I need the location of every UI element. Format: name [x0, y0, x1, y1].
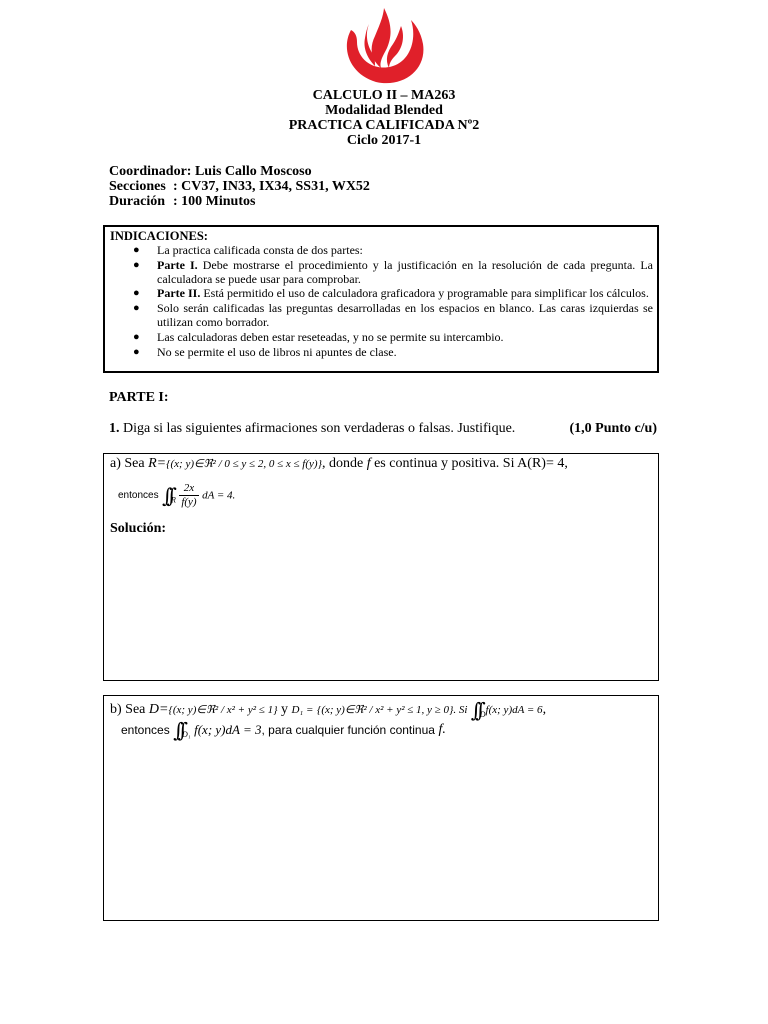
indication-item: ● Solo serán calificadas las preguntas desarrolladas en los espacios en blanco. Las caras izquierdas se utilizan como borrador.	[133, 301, 653, 329]
coordinator-line	[109, 164, 312, 179]
indications-list	[111, 244, 653, 360]
item-b-statement: b) Sea D={(x; y)∈ℜ² / x² + y² ≤ 1} y D₁ = {(x; y)∈ℜ² / x² + y² ≤ 1, y ≥ 0}. Si $\int\int_Df(x$; y)dA = 6,	[110, 698, 547, 722]
set-D: {(x; y)∈ℜ² / x² + y² ≤ 1}	[168, 704, 278, 717]
indication-item: ● No se permite el uso de libros ni apuntes de clase.	[133, 344, 397, 359]
bullet-icon: ●	[133, 287, 140, 300]
answer-box-a[interactable]	[103, 453, 659, 681]
duration-line	[109, 194, 255, 209]
indication-item: ● Parte I. Debe mostrarse el procedimiento y la justificación en la resolución de cada pregunta. La calculadora se puede usar para comprobar.	[133, 257, 653, 286]
exam-title: PRACTICA CALIFICADA Nº2	[288, 118, 480, 133]
bullet-icon: ●	[133, 244, 140, 256]
question-1	[109, 421, 657, 437]
solution-label: Solución:	[110, 521, 167, 536]
indications-title: INDICACIONES:	[110, 229, 208, 243]
question-points: (1,0 Punto c/u)	[569, 421, 657, 436]
question-text: Diga si las siguientes afirmaciones son verdaderas o falsas. Justifique.	[123, 421, 516, 436]
sections-value: : CV37, IN33, IX34, SS31, WX52	[173, 179, 370, 194]
bullet-icon: ●	[133, 258, 140, 271]
bullet-icon: ●	[133, 345, 140, 358]
part1-title: PARTE I:	[109, 390, 169, 405]
coordinator-label: Coordinador:	[109, 164, 192, 179]
set-D1: {(x; y)∈ℜ² / x² + y² ≤ 1, y ≥ 0}	[316, 704, 454, 717]
upc-logo	[331, 8, 437, 88]
item-b-formula: entonces $\int\int_{D_1}$ f(x; y)dA = 3, para cualquier función continua f.	[121, 718, 446, 742]
indication-item: ● Las calculadoras deben estar reseteadas, y no se permite su intercambio.	[133, 329, 504, 344]
bullet-icon: ●	[133, 302, 140, 315]
coordinator-value: Luis Callo Moscoso	[194, 164, 312, 179]
answer-box-b[interactable]	[103, 695, 659, 921]
double-integral-icon: ∫∫	[470, 698, 480, 722]
duration-value: : 100 Minutos	[173, 194, 256, 209]
sections-line	[109, 179, 370, 194]
double-integral-icon: ∫∫	[173, 718, 183, 742]
fraction: $\frac{2x}{f(y)}$	[181, 482, 197, 508]
indication-item: ● Parte II. Está permitido el uso de calculadora graficadora y programable para simplificar los cálculos.	[133, 286, 649, 301]
question-number: 1.	[109, 421, 120, 436]
bullet-icon: ●	[133, 330, 140, 343]
sections-label: Secciones	[109, 179, 166, 194]
course-mode: Modalidad Blended	[325, 103, 443, 118]
indications-box	[103, 225, 659, 373]
course-title: CALCULO II – MA263	[312, 88, 456, 103]
exam-cycle: Ciclo 2017-1	[346, 133, 422, 148]
item-a-statement: a) Sea R={(x; y)∈ℜ² / 0 ≤ y ≤ 2, 0 ≤ x ≤ f(y)}, donde f es continua y positiva. Si A(R)= 4,	[110, 456, 568, 471]
item-a-formula: entonces $\int\int_R$ $\frac{2x}{f(y)}$ dA = 4.	[118, 482, 236, 508]
set-R: {(x; y)∈ℜ² / 0 ≤ y ≤ 2, 0 ≤ x ≤ f(y)}	[166, 458, 322, 470]
duration-label: Duración	[109, 194, 165, 209]
double-integral-icon: ∫∫	[162, 483, 171, 508]
indication-item: ● La practica calificada consta de dos partes:	[133, 243, 363, 257]
